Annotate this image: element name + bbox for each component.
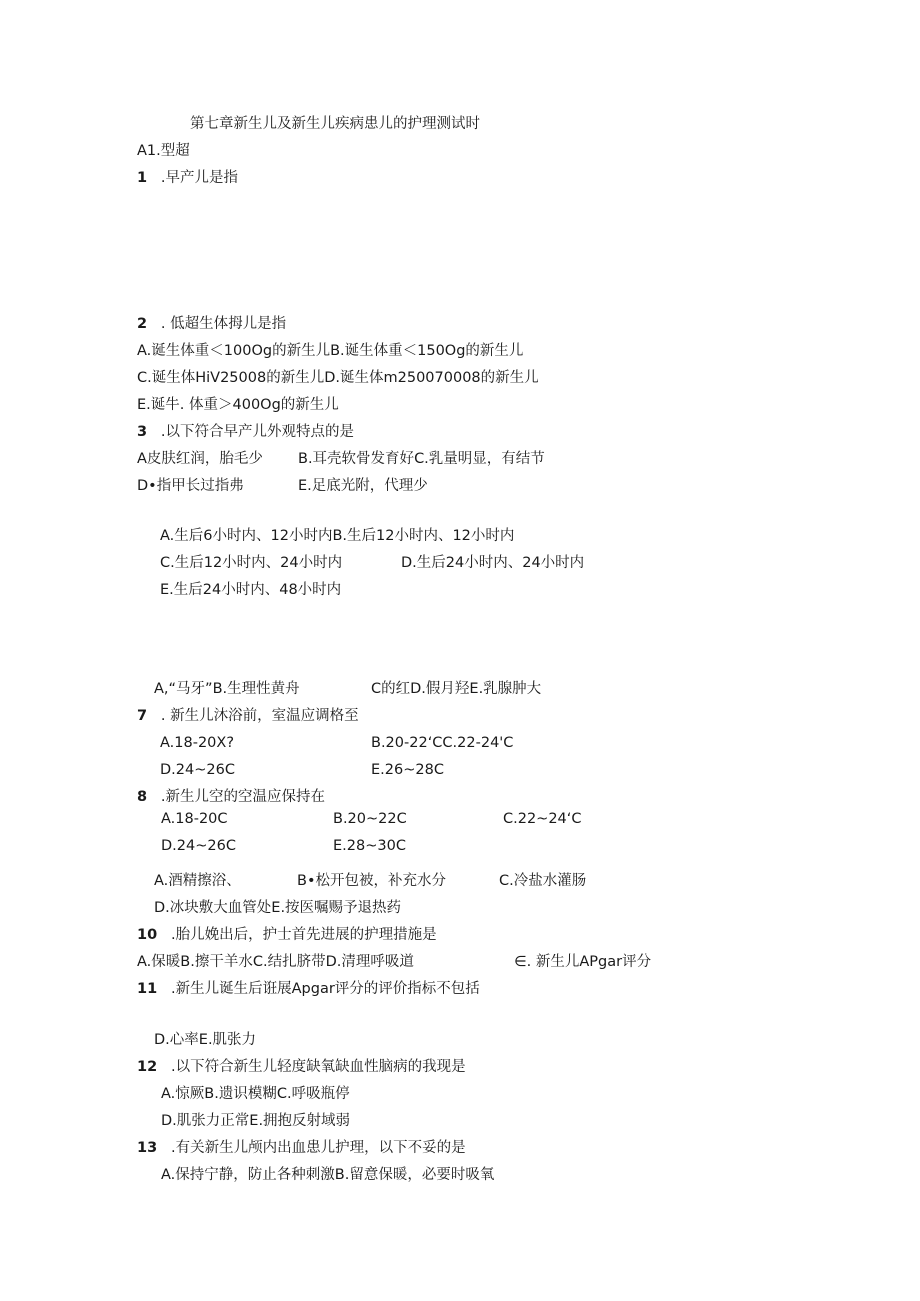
question-text: .以下符合新生儿轻度缺氧缺血性脑病的我现是 [171, 1059, 466, 1075]
option-d: D.肌张力正常 [161, 1113, 250, 1129]
option-a: A.18-20C [161, 811, 228, 827]
option-d: D.生后24小时内、24小时内 [401, 555, 585, 571]
question-10 [137, 926, 437, 944]
option-a: A.保暖 [137, 954, 181, 970]
option-e: ∈. 新生儿APgar评分 [514, 954, 652, 970]
option-b: B.20~22C [333, 811, 407, 827]
question-8 [137, 788, 325, 806]
option-e: E.26~28C [371, 762, 444, 778]
option-b: B.生后12小时内、12小时内 [332, 528, 515, 544]
question-1 [137, 169, 238, 187]
question-2 [137, 315, 286, 333]
option-b: B.诞生体重＜150Og的新生儿 [330, 343, 524, 359]
option-e: E.28~30C [333, 838, 406, 854]
option-b: B•松开包被，补充水分 [297, 873, 446, 889]
option-e: E.生后24小时内、48小时内 [160, 582, 342, 598]
option-c: C.诞生体HiV25008的新生儿 [137, 370, 325, 386]
option-c: C.乳量明显，有结节 [414, 451, 545, 467]
options-row [154, 680, 300, 698]
question-number: 10 [137, 927, 158, 943]
option-b: B.擦干羊水 [180, 954, 253, 970]
option-e: E.按医嘱赐予退热药 [271, 900, 402, 916]
question-number: 11 [137, 981, 158, 997]
question-text: . 低超生体拇儿是指 [160, 316, 287, 332]
option-bc: B.20-22‘CC.22-24'C [371, 735, 514, 751]
option-c: C.结扎脐带 [252, 954, 326, 970]
question-12 [137, 1058, 466, 1076]
option-c: C的红 [371, 681, 411, 697]
option-e: E.乳腺肿大 [469, 681, 542, 697]
question-number: 13 [137, 1140, 158, 1156]
question-number: 2 [137, 316, 148, 332]
option-d: D.假月羟 [410, 681, 470, 697]
page-title: 第七章新生儿及新生儿疾病患儿的护理测试时 [190, 116, 480, 132]
question-text: .以下符合早产儿外观特点的是 [160, 424, 355, 440]
options-row [161, 1112, 350, 1130]
option-a: A.惊厥 [161, 1086, 205, 1102]
options-row [137, 953, 414, 971]
option-d: D.清理呼吸道 [325, 954, 414, 970]
question-number: 1 [137, 170, 148, 186]
options-row [154, 1031, 256, 1049]
option-d: D•指甲长过指弗 [137, 478, 244, 494]
option-e: E.足底光附，代理少 [298, 478, 428, 494]
question-text: .有关新生儿颅内出血患儿护理，以下不妥的是 [171, 1140, 466, 1156]
option-d: D.24~26C [161, 838, 236, 854]
options-row [160, 527, 514, 545]
options-row [154, 899, 401, 917]
option-e: E.诞牛. 体重＞400Og的新生儿 [137, 397, 339, 413]
question-number: 8 [137, 789, 148, 805]
options-row [161, 1085, 350, 1103]
question-text: . 新生儿沐浴前，室温应调格至 [160, 708, 359, 724]
option-a: A.保持宁静，防止各种刺激 [161, 1167, 335, 1183]
question-3 [137, 423, 354, 441]
option-a: A皮肤红润，胎毛少 [137, 451, 263, 467]
option-d: D.诞生体m250070008的新生儿 [324, 370, 539, 386]
option-b: B.生理性黄舟 [212, 681, 300, 697]
question-text: .新生儿空的空温应保持在 [160, 789, 326, 805]
options-row [137, 342, 523, 360]
options-row [161, 1166, 494, 1184]
options-row [137, 369, 539, 387]
question-13 [137, 1139, 466, 1157]
section-heading: A1.型超 [137, 143, 190, 159]
option-c: C.22~24‘C [503, 811, 582, 827]
option-c: C.生后12小时内、24小时内 [160, 555, 343, 571]
option-c: C.呼吸瓶停 [276, 1086, 350, 1102]
option-d: D.24~26C [160, 762, 235, 778]
question-number: 3 [137, 424, 148, 440]
option-b: B.留意保暖，必要时吸氧 [334, 1167, 495, 1183]
option-c: C.冷盐水灌肠 [499, 873, 587, 889]
option-a: A,“马牙” [154, 681, 213, 697]
question-11 [137, 980, 480, 998]
option-d: D.冰块敷大血管处 [154, 900, 272, 916]
question-text: .早产儿是指 [160, 170, 239, 186]
option-e: E.拥抱反射域弱 [249, 1113, 351, 1129]
options-row [371, 680, 541, 698]
option-a: A.酒精擦浴、 [154, 873, 241, 889]
option-b: B.遗识模糊 [204, 1086, 277, 1102]
question-text: .新生儿诞生后诳展Apgar评分的评价指标不包括 [171, 981, 480, 997]
question-7 [137, 707, 359, 725]
option-a: A.生后6小时内、12小时内 [160, 528, 333, 544]
option-a: A.18-20X? [160, 735, 235, 751]
question-number: 12 [137, 1059, 158, 1075]
option-b: B.耳壳软骨发育好 [298, 451, 415, 467]
option-a: A.诞生体重＜100Og的新生儿 [137, 343, 331, 359]
question-text: .胎儿娩出后，护士首先进展的护理措施是 [171, 927, 437, 943]
options-row [298, 450, 545, 468]
option-d: D.心率 [154, 1032, 199, 1048]
question-number: 7 [137, 708, 148, 724]
option-e: E.肌张力 [198, 1032, 257, 1048]
